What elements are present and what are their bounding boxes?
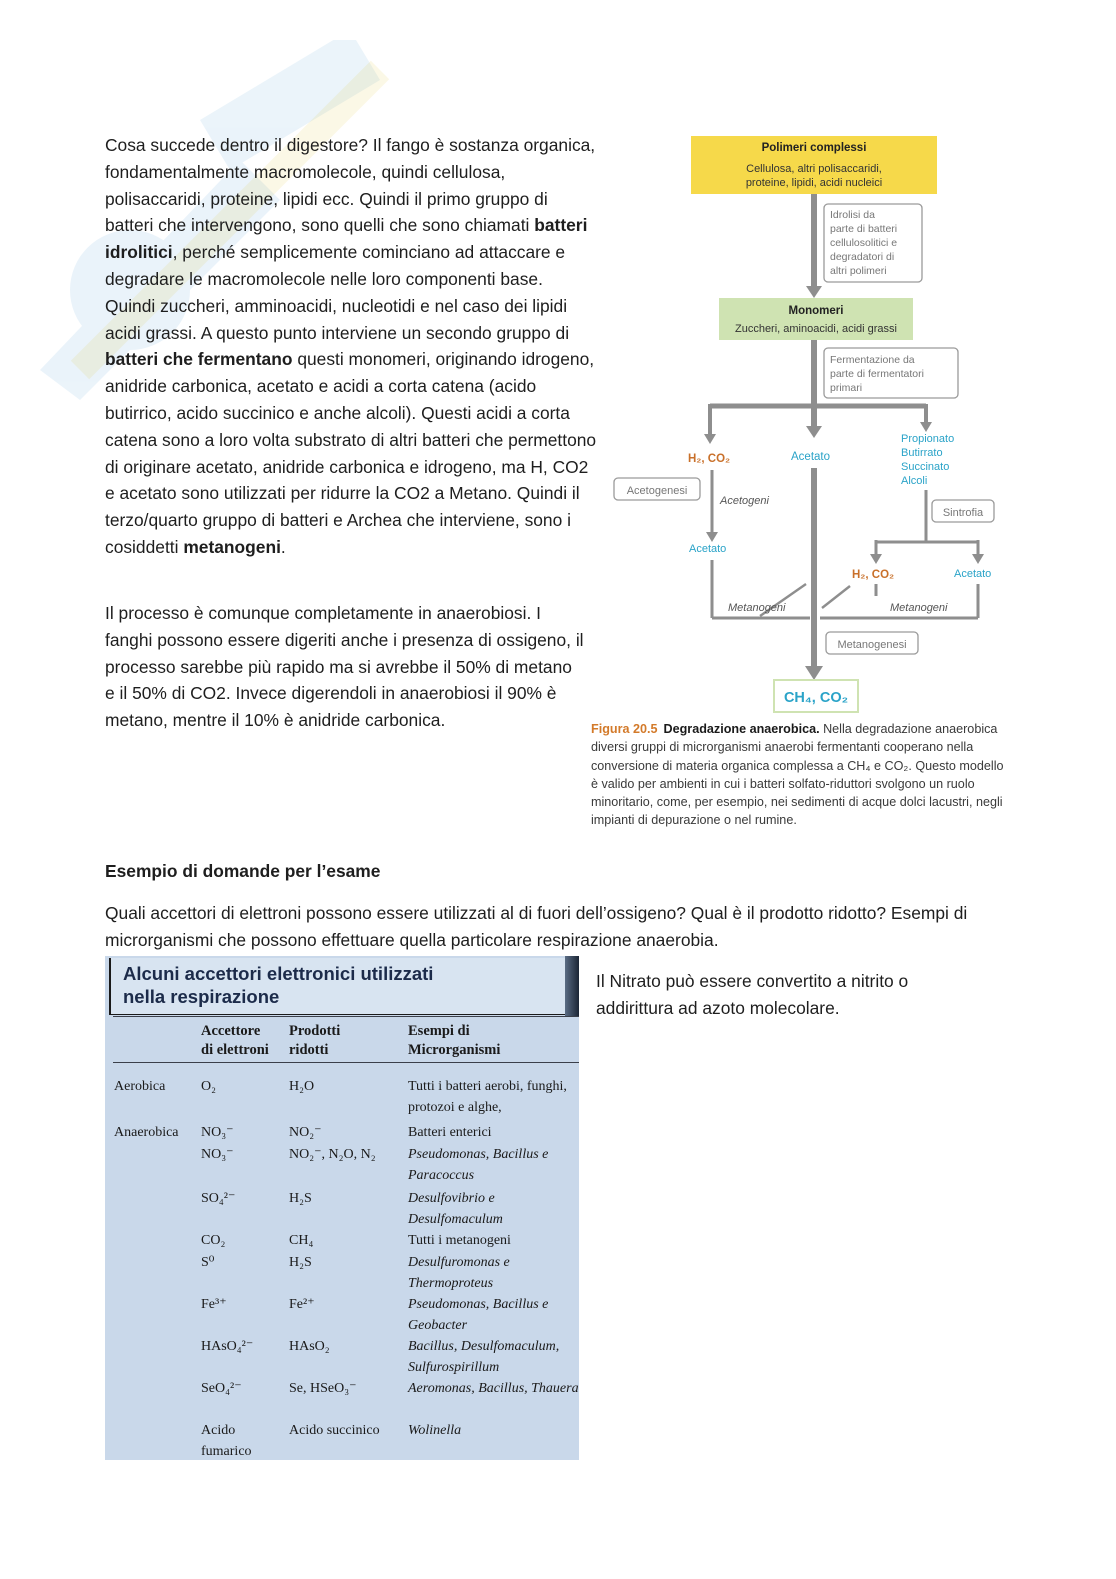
- polymers-line2: proteine, lipidi, acidi nucleici: [745, 177, 883, 189]
- table-cell-acceptor: Acido fumarico: [201, 1423, 252, 1459]
- final-product-label: CH₄, CO₂: [783, 690, 849, 706]
- table-cell-product: Se, HSeO₃⁻: [289, 1381, 357, 1396]
- caption-title: Degradazione anaerobica.: [663, 722, 820, 736]
- arrowhead-final: [805, 666, 823, 680]
- caption-text: Nella degradazione anaerobica diversi gruppi di microrganismi anaerobi fermentanti cooperano nella conversione di materia organica complessa a CH₄ e CO₂. Questo modello è valido per ambienti in cui i batteri solfato-riduttori svolgono un ruolo minoritario, come, per esempio, nei sedimenti di acque dolci lacustri, negli impianti di depurazione o nel rumine.: [591, 722, 1004, 828]
- propionate-label: Propionato: [901, 433, 955, 445]
- methanogens-left-label: Metanogeni: [728, 602, 786, 614]
- monomers-title: Monomeri: [788, 305, 844, 317]
- table-cell-acceptor: HAsO₄²⁻: [201, 1339, 254, 1354]
- acetate-left-label: Acetato: [689, 543, 727, 555]
- intro-text-4: .: [280, 536, 286, 557]
- polymers-title: Polimeri complessi: [761, 142, 867, 154]
- intro-paragraph: [105, 132, 597, 561]
- fermentation-note-2: parte di fermentatori: [830, 368, 924, 380]
- table-cell-organisms: Desulfuromonas e Thermoproteus: [408, 1255, 510, 1291]
- bold-hydrolytic-bacteria: batteri idrolitici: [105, 215, 588, 263]
- table-header-product: Prodotti ridotti: [289, 1023, 341, 1058]
- hydrolysis-note-1: Idrolisi da: [830, 209, 875, 221]
- succinate-label: Succinato: [901, 461, 950, 473]
- hydrolysis-note-3: cellulosolitici e: [830, 237, 898, 249]
- acetate-center-label: Acetato: [791, 451, 830, 463]
- table-cell-acceptor: O₂: [201, 1079, 216, 1094]
- table-cell-product: NO₂⁻: [289, 1125, 322, 1140]
- table-cell-product: CH₄: [289, 1233, 314, 1248]
- table-cell-type: Anaerobica: [114, 1125, 179, 1140]
- table-cell-organisms: Batteri enterici: [408, 1125, 492, 1140]
- nitrate-note: Il Nitrato può essere convertito a nitrito o addirittura ad azoto molecolare.: [596, 971, 909, 1018]
- hydrolysis-note-5: altri polimeri: [830, 265, 887, 277]
- table-cell-acceptor: SO₄²⁻: [201, 1191, 236, 1206]
- butyrate-label: Butirrato: [901, 447, 943, 459]
- arrowhead-1: [806, 286, 822, 298]
- table-cell-acceptor: S⁰: [201, 1255, 215, 1270]
- table-cell-product: H₂S: [289, 1191, 312, 1206]
- acetogens-label: Acetogeni: [720, 495, 769, 507]
- table-rule-header: [113, 1062, 579, 1063]
- table-header-acceptor: Accettore di elettroni: [201, 1023, 269, 1058]
- table-cell-organisms: Tutti i batteri aerobi, funghi, protozoi e alghe,: [408, 1079, 567, 1115]
- table-right-edge: [565, 956, 579, 1016]
- h2co2-right-label: H₂, CO₂: [852, 569, 895, 581]
- fermentation-note-1: Fermentazione da: [830, 354, 915, 366]
- intro-text-2: , perché semplicemente cominciano ad attaccare e degradare le macromolecole nelle loro componenti base. Quindi zuccheri, amminoacidi, nucleotidi e nel caso dei lipidi acidi grassi. A questo punto interviene un secondo gruppo di: [105, 242, 570, 343]
- acetate-right-label: Acetato: [954, 568, 992, 580]
- syntrophy-label: Sintrofia: [942, 507, 984, 519]
- table-cell-acceptor: Fe³⁺: [201, 1297, 227, 1312]
- table-cell-acceptor: NO₃⁻: [201, 1125, 234, 1140]
- acetogenesis-label: Acetogenesi: [626, 485, 688, 497]
- electron-acceptors-table: [105, 956, 579, 1460]
- h2co2-left-label: H₂, CO₂: [688, 453, 731, 465]
- table-cell-type: Aerobica: [114, 1079, 166, 1094]
- table-cell-product: Acido succinico: [289, 1423, 380, 1438]
- table-title-line1: Alcuni accettori elettronici utilizzati: [123, 963, 434, 984]
- table-cell-organisms: Bacillus, Desulfomaculum, Sulfurospirillum: [408, 1339, 560, 1375]
- table-cell-product: H₂S: [289, 1255, 312, 1270]
- table-rule-top: [113, 1016, 579, 1017]
- table-cell-product: Fe²⁺: [289, 1297, 315, 1312]
- fermentation-note-3: primari: [830, 382, 863, 394]
- figure-caption: [591, 720, 1011, 830]
- bold-fermenting-bacteria: batteri che fermentano: [105, 349, 293, 370]
- caption-label: Figura 20.5: [591, 722, 658, 736]
- table-cell-organisms: Desulfovibrio e Desulfomaculum: [408, 1191, 503, 1227]
- exam-question-text: Quali accettori di elettroni possono essere utilizzati al di fuori dell’ossigeno? Qual è il prodotto ridotto? Esempi di microrganismi che possono effettuare quella particolare respirazione anaerobia.: [105, 903, 968, 950]
- table-cell-organisms: Wolinella: [408, 1423, 462, 1438]
- bold-methanogens: metanogeni: [183, 536, 281, 557]
- alcohols-label: Alcoli: [901, 475, 928, 487]
- polymers-line1: Cellulosa, altri polisaccaridi,: [746, 163, 882, 175]
- hydrolysis-note-4: degradatori di: [830, 251, 895, 263]
- table-cell-acceptor: SeO₄²⁻: [201, 1381, 242, 1396]
- exam-questions-heading: Esempio di domande per l’esame: [105, 861, 381, 881]
- table-cell-acceptor: CO₂: [201, 1233, 226, 1248]
- table-cell-organisms: Tutti i metanogeni: [408, 1233, 511, 1248]
- hydrolysis-note-2: parte di batteri: [830, 223, 898, 235]
- anaerobic-degradation-diagram: [588, 128, 1008, 728]
- table-cell-organisms: Pseudomonas, Bacillus e Paracoccus: [408, 1147, 549, 1183]
- process-paragraph: Il processo è comunque completamente in anaerobiosi. I fanghi possono essere digeriti anche i presenza di ossigeno, il processo sarebbe più rapido ma si avrebbe il 50% di metano e il 50% di CO2. Invece digerendoli in anaerobiosi il 90% è metano, mentre il 10% è anidride carbonica.: [105, 603, 584, 731]
- table-cell-acceptor: NO₃⁻: [201, 1147, 234, 1162]
- table-cell-product: HAsO₂: [289, 1339, 330, 1354]
- table-cell-organisms: Aeromonas, Bacillus, Thauera: [408, 1381, 579, 1396]
- table-cell-product: H₂O: [289, 1079, 315, 1094]
- table-header-organisms: Esempi di Microrganismi: [408, 1023, 501, 1058]
- table-cell-organisms: Pseudomonas, Bacillus e Geobacter: [408, 1297, 549, 1333]
- monomers-sub: Zuccheri, aminoacidi, acidi grassi: [734, 323, 898, 335]
- table-cell-product: NO₂⁻, N₂O, N₂: [289, 1147, 376, 1162]
- intro-text-3: questi monomeri, originando idrogeno, anidride carbonica, acetato e acidi a corta catena (acido butirrico, acido succinico e anche alcoli). Questi acidi a corta catena sono a loro volta substrato di altri batteri che permettono di originare acetato, anidride carbonica e idrogeno, ma H, CO2 e acetato sono utilizzati per ridurre la CO2 a Metano. Quindi il terzo/quarto gruppo di batteri e Archea che interviene, sono i cosiddetti: [105, 349, 597, 557]
- table-title-line2: nella respirazione: [123, 986, 280, 1007]
- intro-text-1: Cosa succede dentro il digestore? Il fango è sostanza organica, fondamentalmente macromolecole, quindi cellulosa, polisaccaridi, proteine, lipidi ecc. Quindi il primo gruppo di batteri che intervengono, sono quelli che sono chiamati: [105, 135, 596, 236]
- methanogens-right-label: Metanogeni: [890, 602, 948, 614]
- table-title: [123, 962, 563, 1008]
- methanogenesis-label: Metanogenesi: [837, 639, 907, 651]
